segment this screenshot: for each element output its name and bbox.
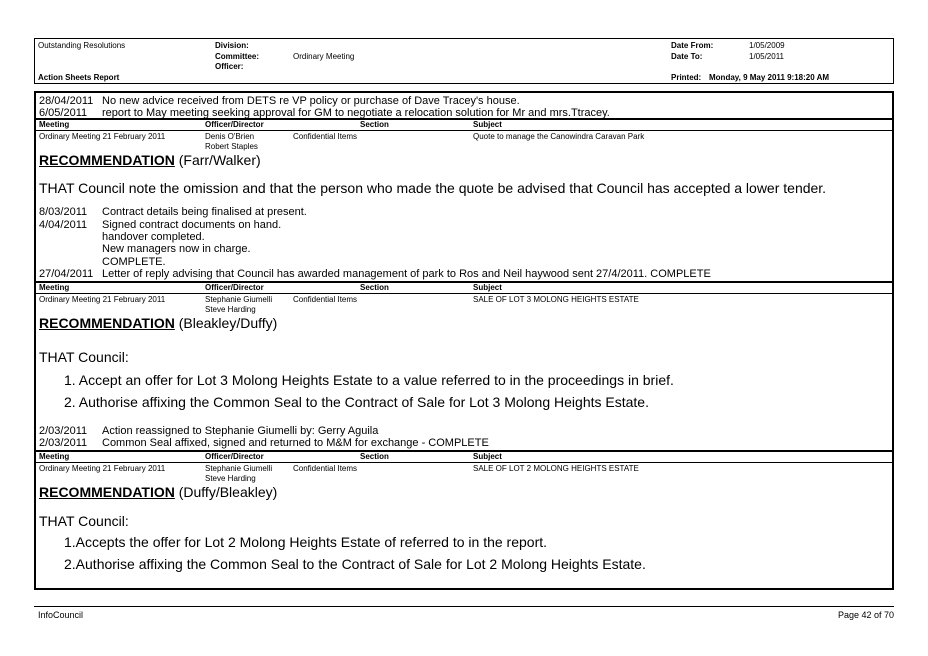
committee-label: Committee:: [215, 52, 260, 61]
col-meeting: Meeting: [39, 452, 70, 461]
log-date: 2/03/2011: [39, 437, 88, 449]
recommendation-label: RECOMMENDATION: [39, 484, 175, 500]
resolution-intro: THAT Council:: [39, 349, 129, 365]
col-officer: Officer/Director: [205, 452, 264, 461]
log-text: COMPLETE.: [102, 256, 166, 268]
item-officer: Robert Staples: [205, 142, 258, 151]
log-text: handover completed.: [102, 231, 205, 243]
log-date: 8/03/2011: [39, 206, 88, 218]
log-text: Common Seal affixed, signed and returned to M&M for exchange - COMPLETE: [102, 437, 489, 449]
recommendation-heading: [39, 484, 277, 500]
col-section: Section: [360, 120, 389, 129]
col-subject: Subject: [473, 452, 502, 461]
date-to-value: 1/05/2011: [749, 52, 784, 61]
date-from-label: Date From:: [671, 41, 714, 50]
committee-value: Ordinary Meeting: [293, 52, 355, 61]
log-date: 6/05/2011: [39, 107, 88, 119]
item-subject: Quote to manage the Canowindra Caravan Park: [473, 132, 645, 141]
printed-label: Printed:: [671, 73, 702, 82]
page-number: Page 42 of 70: [837, 610, 894, 620]
col-subject: Subject: [473, 283, 502, 292]
col-subject: Subject: [473, 120, 502, 129]
recommendation-movers: (Duffy/Bleakley): [174, 484, 278, 500]
divider: [34, 118, 894, 120]
recommendation-movers: (Farr/Walker): [174, 152, 261, 168]
divider: [34, 450, 894, 452]
item-officer: Steve Harding: [205, 305, 256, 314]
officer-label: Officer:: [215, 62, 244, 71]
item-subject: SALE OF LOT 3 MOLONG HEIGHTS ESTATE: [473, 295, 639, 304]
log-text: report to May meeting seeking approval for GM to negotiate a relocation solution for Mr and mrs.Ttracey.: [102, 107, 610, 119]
item-section: Confidential Items: [293, 464, 358, 473]
item-meeting: Ordinary Meeting 21 February 2011: [39, 132, 166, 141]
col-meeting: Meeting: [39, 120, 70, 129]
footer-app-name: InfoCouncil: [38, 610, 84, 620]
resolution-point: 1.Accepts the offer for Lot 2 Molong Heights Estate of referred to in the report.: [64, 534, 548, 550]
log-text: Letter of reply advising that Council has awarded management of park to Ros and Neil haywood sent 27/4/2011. COMPLETE: [102, 268, 711, 280]
item-officer: Stephanie Giumelli: [205, 295, 273, 304]
division-label: Division:: [215, 41, 249, 50]
log-date: 27/04/2011: [39, 268, 94, 280]
col-section: Section: [360, 452, 389, 461]
col-officer: Officer/Director: [205, 283, 264, 292]
divider: [34, 281, 894, 283]
item-section: Confidential Items: [293, 132, 358, 141]
recommendation-heading: [39, 152, 261, 168]
col-section: Section: [360, 283, 389, 292]
col-meeting: Meeting: [39, 283, 70, 292]
divider: [34, 293, 894, 294]
report-title: Action Sheets Report: [38, 73, 120, 82]
item-meeting: Ordinary Meeting 21 February 2011: [39, 464, 166, 473]
resolution-text: THAT Council note the omission and that the person who made the quote be advised that Council has accepted a lower tender.: [39, 180, 827, 196]
report-group: Outstanding Resolutions: [38, 41, 126, 50]
footer-divider: [34, 606, 894, 607]
log-text: Action reassigned to Stephanie Giumelli by: Gerry Aguila: [102, 425, 379, 437]
recommendation-label: RECOMMENDATION: [39, 315, 175, 331]
log-text: New managers now in charge.: [102, 243, 251, 255]
printed-value: Monday, 9 May 2011 9:18:20 AM: [709, 73, 830, 82]
divider: [34, 462, 894, 463]
log-text: Contract details being finalised at present.: [102, 206, 307, 218]
log-text: No new advice received from DETS re VP policy or purchase of Dave Tracey's house.: [102, 95, 520, 107]
item-officer: Stephanie Giumelli: [205, 464, 273, 473]
recommendation-heading: [39, 315, 277, 331]
item-section: Confidential Items: [293, 295, 358, 304]
log-text: Signed contract documents on hand.: [102, 219, 282, 231]
date-to-label: Date To:: [671, 52, 703, 61]
resolution-intro: THAT Council:: [39, 513, 129, 529]
log-date: 4/04/2011: [39, 219, 88, 231]
resolution-point: 2.Authorise affixing the Common Seal to the Contract of Sale for Lot 2 Molong Heights Estate.: [64, 556, 646, 572]
item-subject: SALE OF LOT 2 MOLONG HEIGHTS ESTATE: [473, 464, 639, 473]
item-officer: Steve Harding: [205, 474, 256, 483]
log-date: 28/04/2011: [39, 95, 94, 107]
item-officer: Denis O'Brien: [205, 132, 255, 141]
recommendation-label: RECOMMENDATION: [39, 152, 175, 168]
resolution-point: 1. Accept an offer for Lot 3 Molong Heights Estate to a value referred to in the proceedings in brief.: [64, 372, 674, 388]
col-officer: Officer/Director: [205, 120, 264, 129]
resolution-point: 2. Authorise affixing the Common Seal to the Contract of Sale for Lot 3 Molong Heights Estate.: [64, 394, 649, 410]
recommendation-movers: (Bleakley/Duffy): [174, 315, 278, 331]
item-meeting: Ordinary Meeting 21 February 2011: [39, 295, 166, 304]
log-date: 2/03/2011: [39, 425, 88, 437]
divider: [34, 130, 894, 131]
date-from-value: 1/05/2009: [749, 41, 785, 50]
